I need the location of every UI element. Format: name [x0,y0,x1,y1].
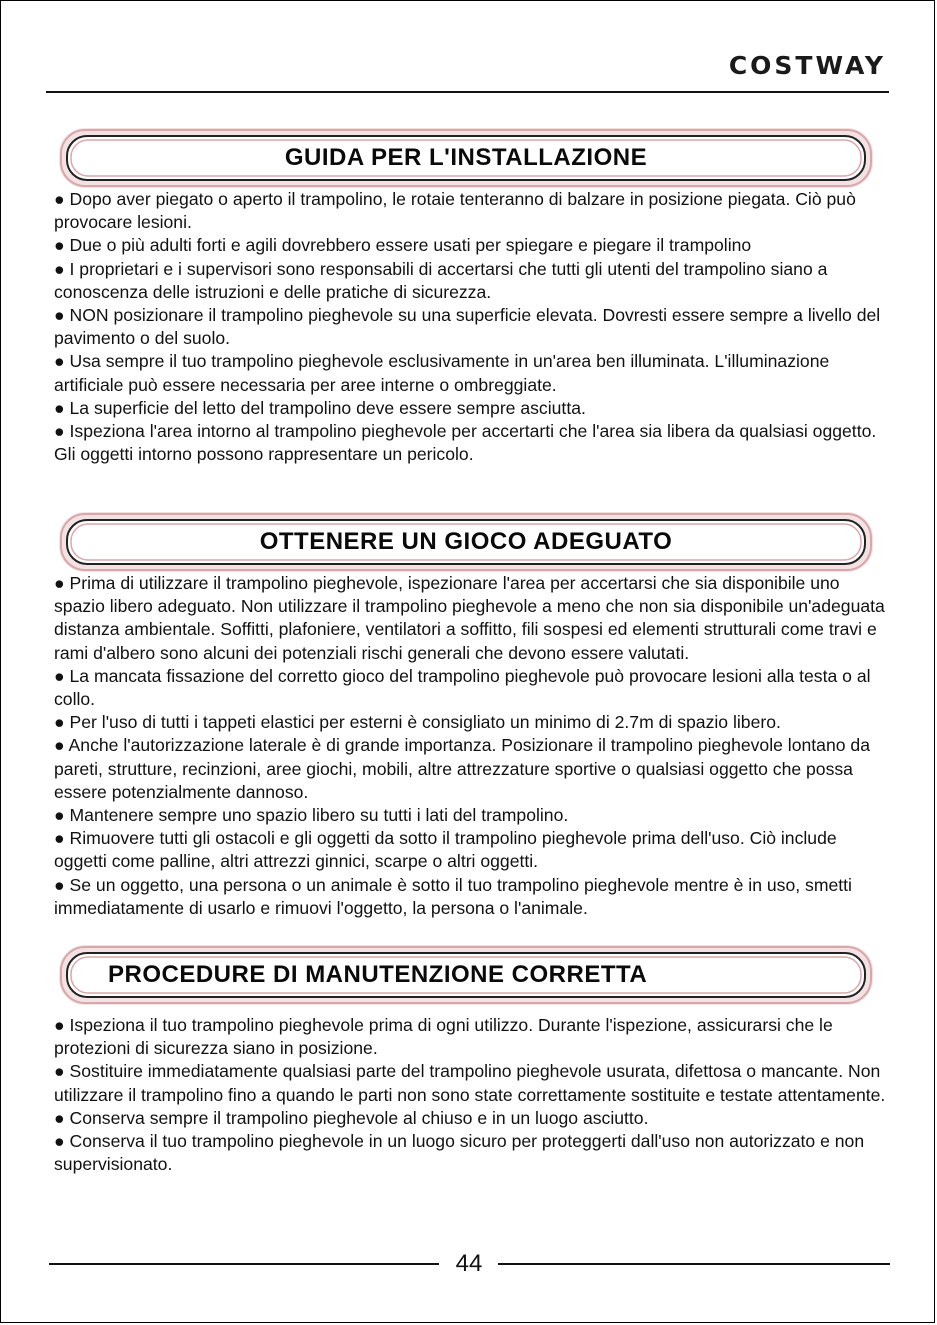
footer-divider-right [498,1263,890,1265]
paragraph: ● La superficie del letto del trampolino deve essere sempre asciutta. [54,397,586,418]
paragraph: ● Se un oggetto, una persona o un animale è sotto il tuo trampolino pieghevole mentre è in uso, smetti immediatamente di usarlo e rimuovi l'oggetto, la persona o l'animale. [54,874,852,918]
section-title: OTTENERE UN GIOCO ADEGUATO [259,528,673,555]
section-banner-maintenance [56,942,876,1008]
paragraph: ● Per l'uso di tutti i tappeti elastici per esterni è consigliato un minimo di 2.7m di spazio libero. [54,712,781,733]
paragraph: ● Dopo aver piegato o aperto il trampolino, le rotaie tenteranno di balzare in posizione piegata. Ciò può provocare lesioni. [54,189,856,233]
paragraph: ● Conserva sempre il trampolino pieghevole al chiuso e in un luogo asciutto. [54,1107,649,1128]
header-divider [46,91,889,93]
section-banner-installation [56,125,876,191]
section-body-clearance [54,572,894,920]
paragraph: ● NON posizionare il trampolino pieghevole su una superficie elevata. Dovresti essere sempre a livello del pavimento o del suolo. [54,305,881,349]
paragraph: ● Sostituire immediatamente qualsiasi parte del trampolino pieghevole usurata, difettosa o mancante. Non utilizzare il trampolino fino a quando le parti non sono state correttamente sostituite e testate attentamente. [54,1061,886,1105]
section-body-maintenance [54,1014,894,1176]
section-title: GUIDA PER L'INSTALLAZIONE [284,144,648,171]
paragraph: ● La mancata fissazione del corretto gioco del trampolino pieghevole può provocare lesioni alla testa o al collo. [54,665,871,710]
paragraph: ● Rimuovere tutti gli ostacoli e gli oggetti da sotto il trampolino pieghevole prima dell'uso. Ciò include oggetti come palline, altri attrezzi ginnici, scarpe o altri oggetti. [54,828,837,872]
paragraph: ● I proprietari e i supervisori sono responsabili di accertarsi che tutti gli utenti del trampolino siano a conoscenza delle istruzioni e delle pratiche di sicurezza. [54,258,828,302]
footer-divider-left [49,1263,439,1265]
paragraph: ● Due o più adulti forti e agili dovrebbero essere usati per spiegare e piegare il trampolino [54,235,752,256]
paragraph: ● Ispeziona l'area intorno al trampolino pieghevole per accertarti che l'area sia libera da qualsiasi oggetto. Gli oggetti intorno possono rappresentare un pericolo. [54,421,877,465]
paragraph: ● Prima di utilizzare il trampolino pieghevole, ispezionare l'area per accertarsi che sia disponibile uno spazio libero adeguato. Non utilizzare il trampolino pieghevole a meno che non sia disponibile un'adeguata distanza ambientale. Soffitti, plafoniere, ventilatori a soffitto, fili sospesi ed elementi strutturali come travi e rami d'albero sono alcuni dei potenziali rischi generali che devono essere valutati. [54,573,885,663]
brand-logo: COSTWAY [728,51,886,80]
paragraph: ● Usa sempre il tuo trampolino pieghevole esclusivamente in un'area ben illuminata. L'illuminazione artificiale può essere necessaria per aree interne o ombreggiate. [54,351,830,395]
paragraph: ● Conserva il tuo trampolino pieghevole in un luogo sicuro per proteggerti dall'uso non autorizzato e non supervisionato. [54,1131,865,1175]
section-banner-clearance [56,509,876,575]
section-title: PROCEDURE DI MANUTENZIONE CORRETTA [108,961,648,988]
section-body-installation [54,188,894,466]
paragraph: ● Anche l'autorizzazione laterale è di grande importanza. Posizionare il trampolino pieghevole lontano da pareti, strutture, recinzioni, aree giochi, mobili, altre attrezzature sportive o qualsiasi oggetto che possa essere potenzialmente dannoso. [54,735,870,802]
paragraph: ● Mantenere sempre uno spazio libero su tutti i lati del trampolino. [54,805,569,826]
page-number: 44 [455,1250,483,1277]
paragraph: ● Ispeziona il tuo trampolino pieghevole prima di ogni utilizzo. Durante l'ispezione, assicurarsi che le protezioni di sicurezza siano in posizione. [54,1015,833,1059]
